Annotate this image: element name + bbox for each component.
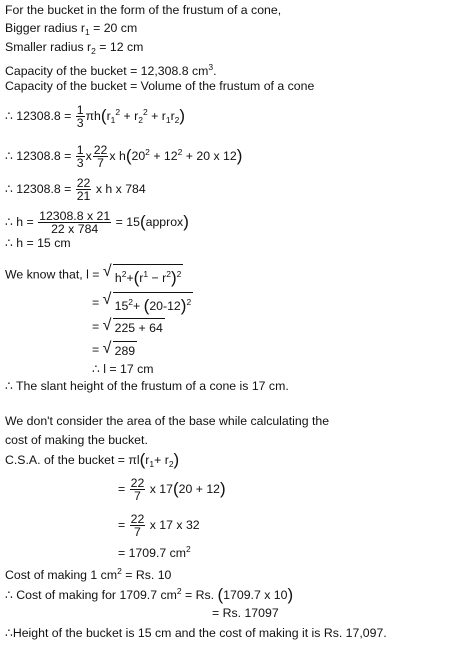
slant-formula-line: We know that, l = √ $h^2+(r^1 - r^2)^2$ [5, 263, 182, 287]
smaller-radius-line: Smaller radius $r_2 = 12$ cm [5, 40, 144, 56]
intro-line: For the bucket in the form of the frustum of a cone, [5, 3, 282, 17]
slant-step-3: = √ 289 [92, 340, 136, 358]
cost-result-line: = Rs. 17097 [212, 606, 279, 620]
cost-rate-line: Cost of making 1 $cm^2 = Rs$. 10 [5, 566, 172, 582]
equation-line-4: ∴ h = $\frac{12308.8 x 21}{22 x 784}$ = 15(approx) [5, 209, 189, 236]
square-root: √ $h^2+(r^1 - r^2)^2$ [102, 263, 182, 287]
base-note-line-2: cost of making the bucket. [5, 433, 148, 447]
equation-line-3: ∴ 12308.8 = $\frac{22}{21}$ x h x 784 [5, 176, 146, 203]
fraction-one-third: $\frac{1}{3}$ [76, 103, 84, 130]
slant-result-line: ∴ l = 17 cm [92, 362, 154, 376]
csa-formula-line: C.S.A. of the bucket = $\pi l(r_1+ r_2)$ [5, 450, 180, 469]
slant-step-1: = √ $15^2+ (20-12)^2$ [92, 291, 192, 315]
csa-result-line: = 1709.7 $cm^2$ [118, 544, 191, 560]
slant-conclusion-line: ∴ The slant height of the frustum of a cone is 17 cm. [5, 379, 289, 393]
capacity-line: Capacity of the bucket = 12,308.8 $cm^3$. [5, 62, 217, 78]
slant-step-2: = √ 225 + 64 [92, 317, 163, 335]
bigger-radius-line: Bigger radius $r_1 = 20$ cm [5, 21, 138, 37]
csa-step-1: = $\frac{22}{7}$ x 17(20 + 12) [118, 476, 226, 503]
equation-line-2: ∴ 12308.8 = $\frac{1}{3}$ x $\frac{22}{7}$ x $h(20^2 + 12^2 + 20$ x 12) [5, 143, 243, 170]
capacity-volume-line: Capacity of the bucket = Volume of the frustum of a cone [5, 79, 315, 93]
cost-calc-line: ∴ Cost of making for 1709.7 $cm^2 = Rs$. (1709.7 x 10) [5, 585, 294, 604]
equation-line-1: ∴ 12308.8 = $\frac{1}{3}$ $\pi h(r_1^2 + r_2^2 + r_1r_2)$ [5, 103, 186, 130]
base-note-line: We don't consider the area of the base while calculating the [5, 414, 330, 428]
height-result-line: ∴ h = 15 cm [5, 236, 71, 250]
csa-step-2: = $\frac{22}{7}$ x 17 x 32 [118, 512, 200, 539]
final-conclusion-line: ∴Height of the bucket is 15 cm and the cost of making it is Rs. 17,097. [5, 626, 387, 640]
therefore-symbol: ∴ [5, 108, 13, 123]
